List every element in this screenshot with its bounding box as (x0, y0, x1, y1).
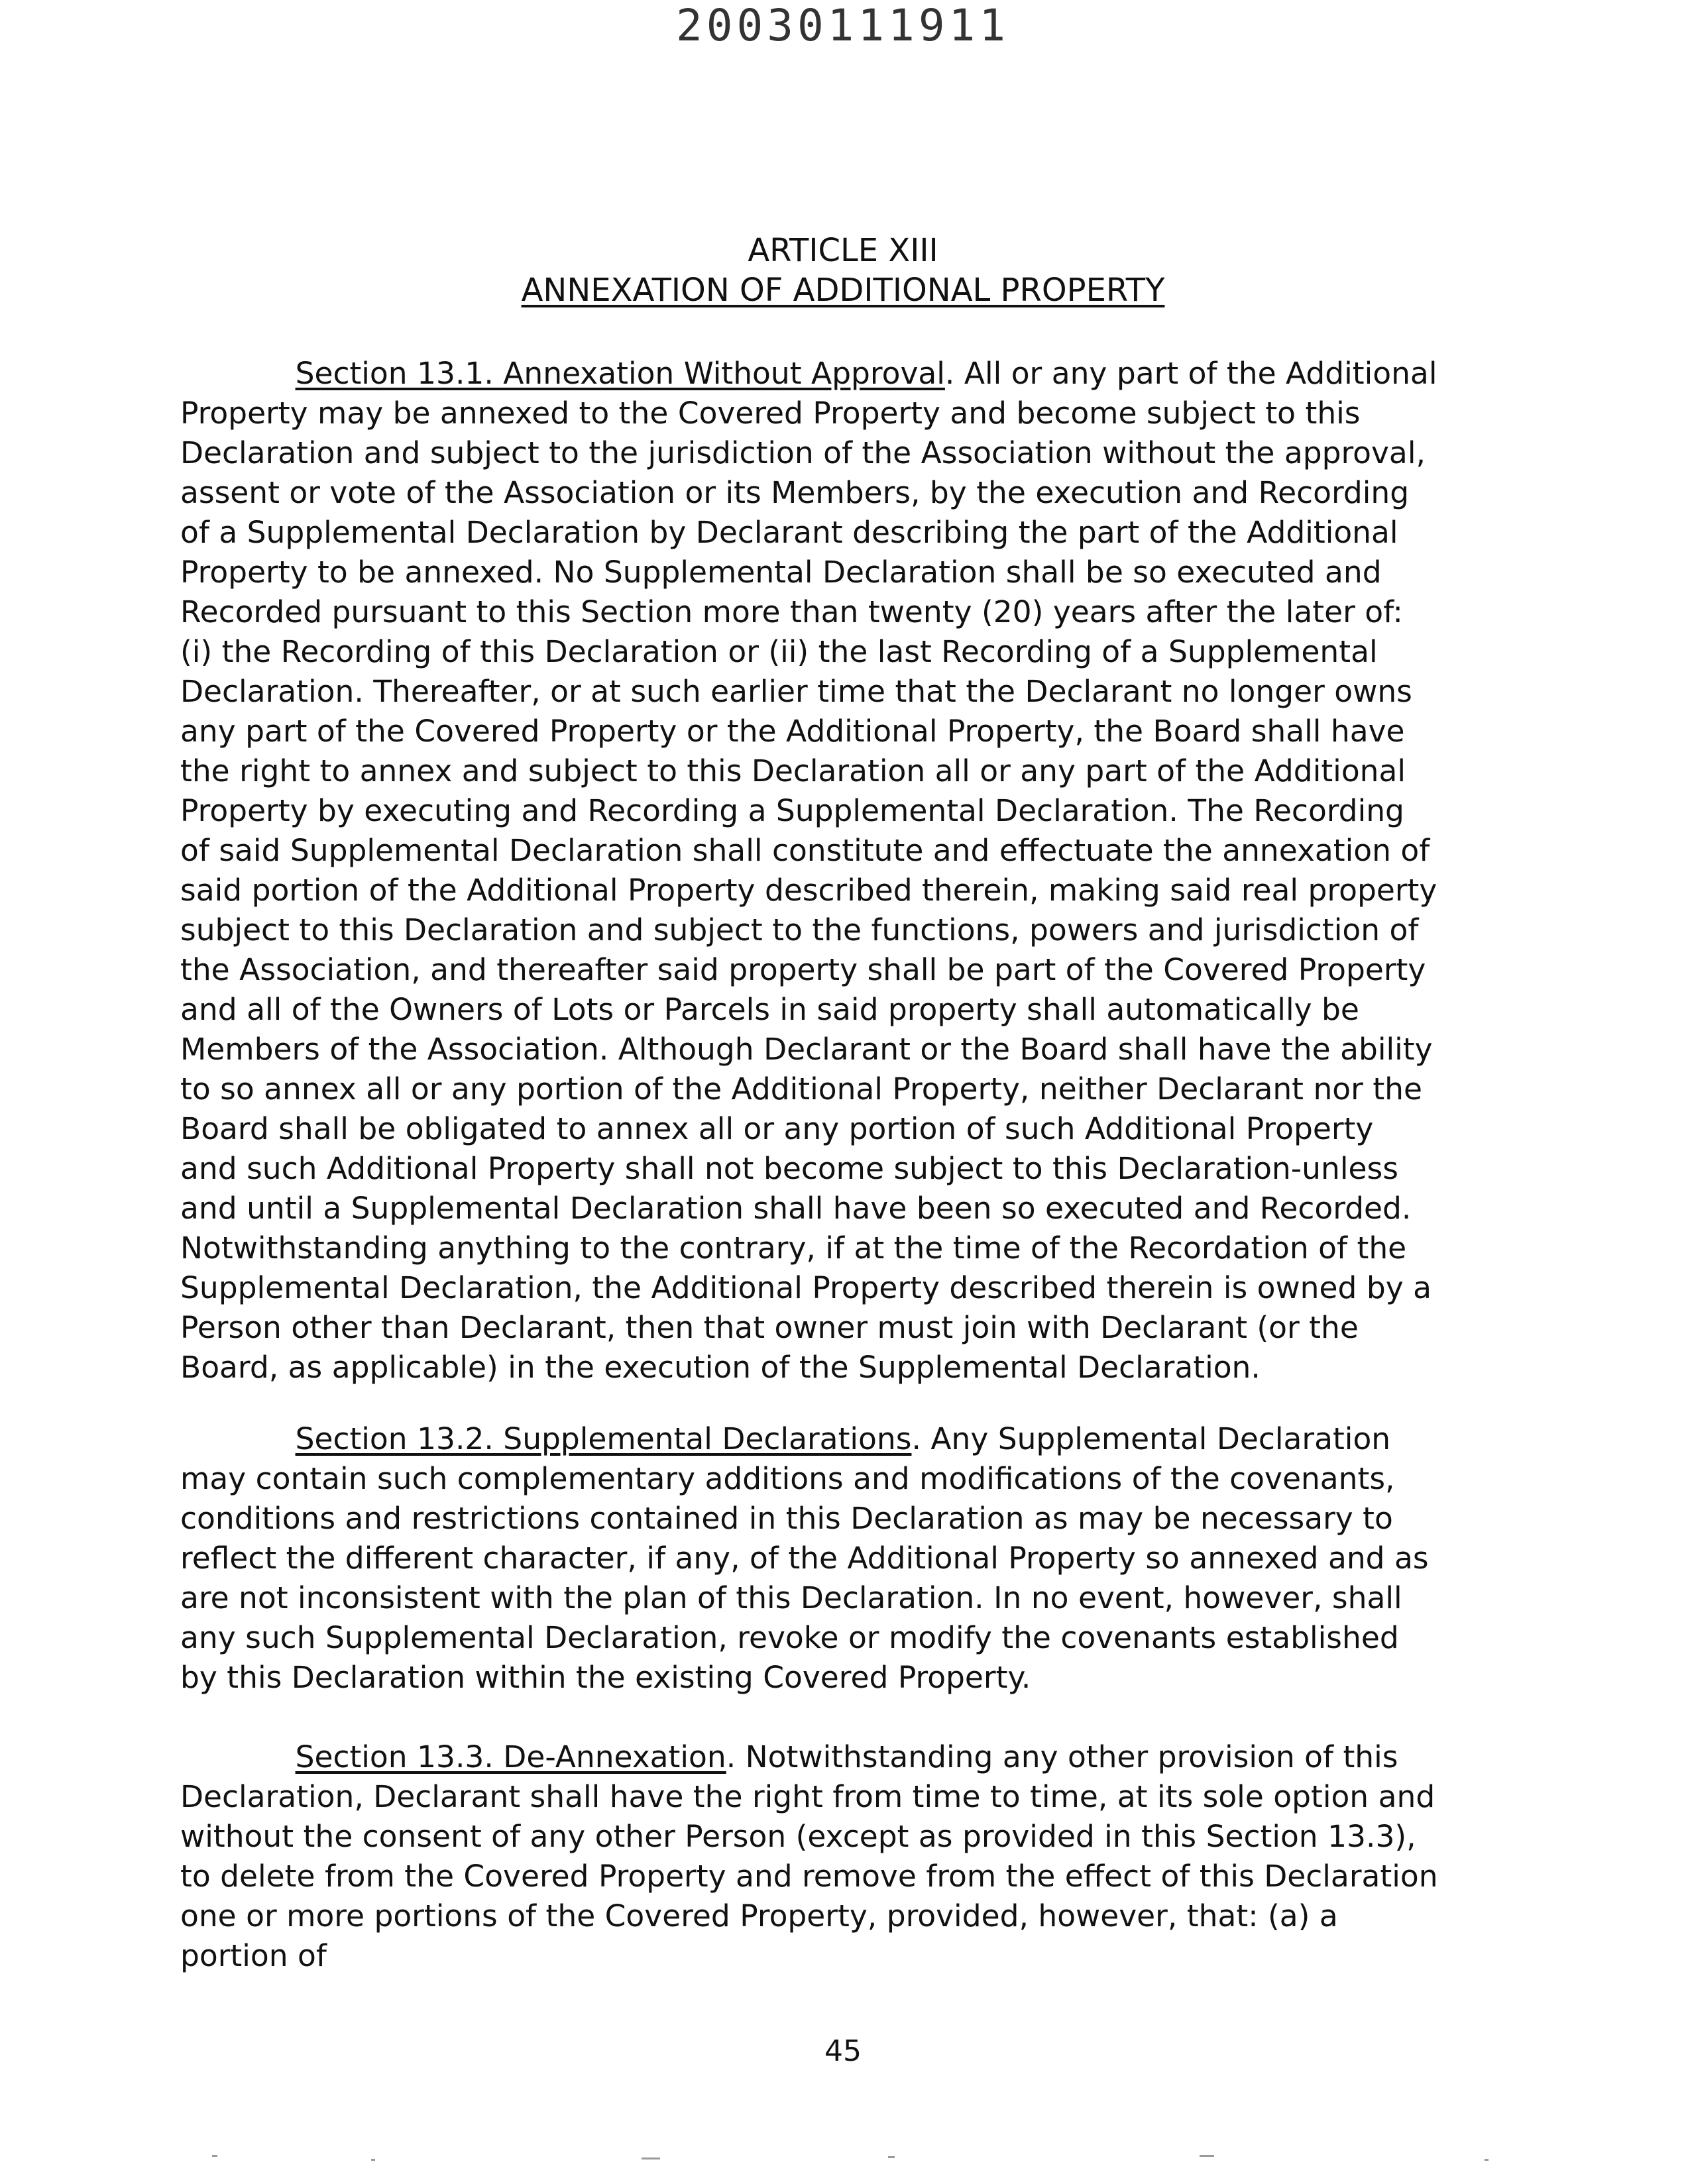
section-13-3-body: . Notwithstanding any other provision of this Declaration, Declarant shall have the right from time to time, at its sole option and without the consent of any other Person (except as provided in this Section 13.3), to delete from the Covered Property and remove from the effect of this Declaration one or more portions of the Covered Property, provided, however, that: (a) a portion of (180, 1739, 1438, 1973)
article-header (0, 231, 1686, 310)
section-13-1-body: . All or any part of the Additional Property may be annexed to the Covered Property and become subject to this Declaration and subject to the jurisdiction of the Association without the approval, assent or vote of the Association or its Members, by the execution and Recording of a Supplemental Declaration by Declarant describing the part of the Additional Property to be annexed. No Supplemental Declaration shall be so executed and Recorded pursuant to this Section more than twenty (20) years after the later of: (i) the Recording of this Declaration or (ii) the last Recording of a Supplemental Declaration. Thereafter, or at such earlier time that the Declarant no longer owns any part of the Covered Property or the Additional Property, the Board shall have the right to annex and subject to this Declaration all or any part of the Additional Property by executing and Recording a Supplemental Declaration. The Recording of said Supplemental Declaration shall constitute and effectuate the annexation of said portion of the Additional Property described therein, making said real property subject to this Declaration and subject to the functions, powers and jurisdiction of the Association, and thereafter said property shall be part of the Covered Property and all of the Owners of Lots or Parcels in said property shall automatically be Members of the Association. Although Declarant or the Board shall have the ability to so annex all or any portion of the Additional Property, neither Declarant nor the Board shall be obligated to annex all or any portion of such Additional Property and such Additional Property shall not become subject to this Declaration-unless and until a Supplemental Declaration shall have been so executed and Recorded. Notwithstanding anything to the contrary, if at the time of the Recordation of the Supplemental Declaration, the Additional Property described therein is owned by a Person other than Declarant, then that owner must join with Declarant (or the Board, as applicable) in the execution of the Supplemental Declaration. (180, 356, 1437, 1385)
article-title: ARTICLE XIII (748, 232, 938, 269)
scan-speck (888, 2156, 895, 2158)
recording-number: 20030111911 (676, 0, 1010, 51)
section-13-2 (180, 1419, 1439, 1698)
scan-speck (212, 2155, 217, 2157)
page-number: 45 (824, 2034, 862, 2068)
section-13-1 (180, 354, 1439, 1388)
scan-speck (371, 2159, 375, 2161)
scan-speck (1200, 2155, 1214, 2157)
section-13-2-heading: Section 13.2. Supplemental Declarations (295, 1421, 912, 1456)
section-13-1-heading: Section 13.1. Annexation Without Approval (295, 356, 945, 391)
section-13-2-body: . Any Supplemental Declaration may contain such complementary additions and modifications of the covenants, conditions and restrictions contained in this Declaration as may be necessary to reflect the different character, if any, of the Additional Property so annexed and as are not inconsistent with the plan of this Declaration. In no event, however, shall any such Supplemental Declaration, revoke or modify the covenants established by this Declaration within the existing Covered Property. (180, 1421, 1429, 1695)
section-13-3 (180, 1737, 1439, 1976)
scan-speck (1485, 2159, 1489, 2161)
article-subtitle: ANNEXATION OF ADDITIONAL PROPERTY (521, 272, 1165, 309)
section-13-3-heading: Section 13.3. De-Annexation (295, 1739, 726, 1774)
scan-speck (642, 2157, 660, 2159)
